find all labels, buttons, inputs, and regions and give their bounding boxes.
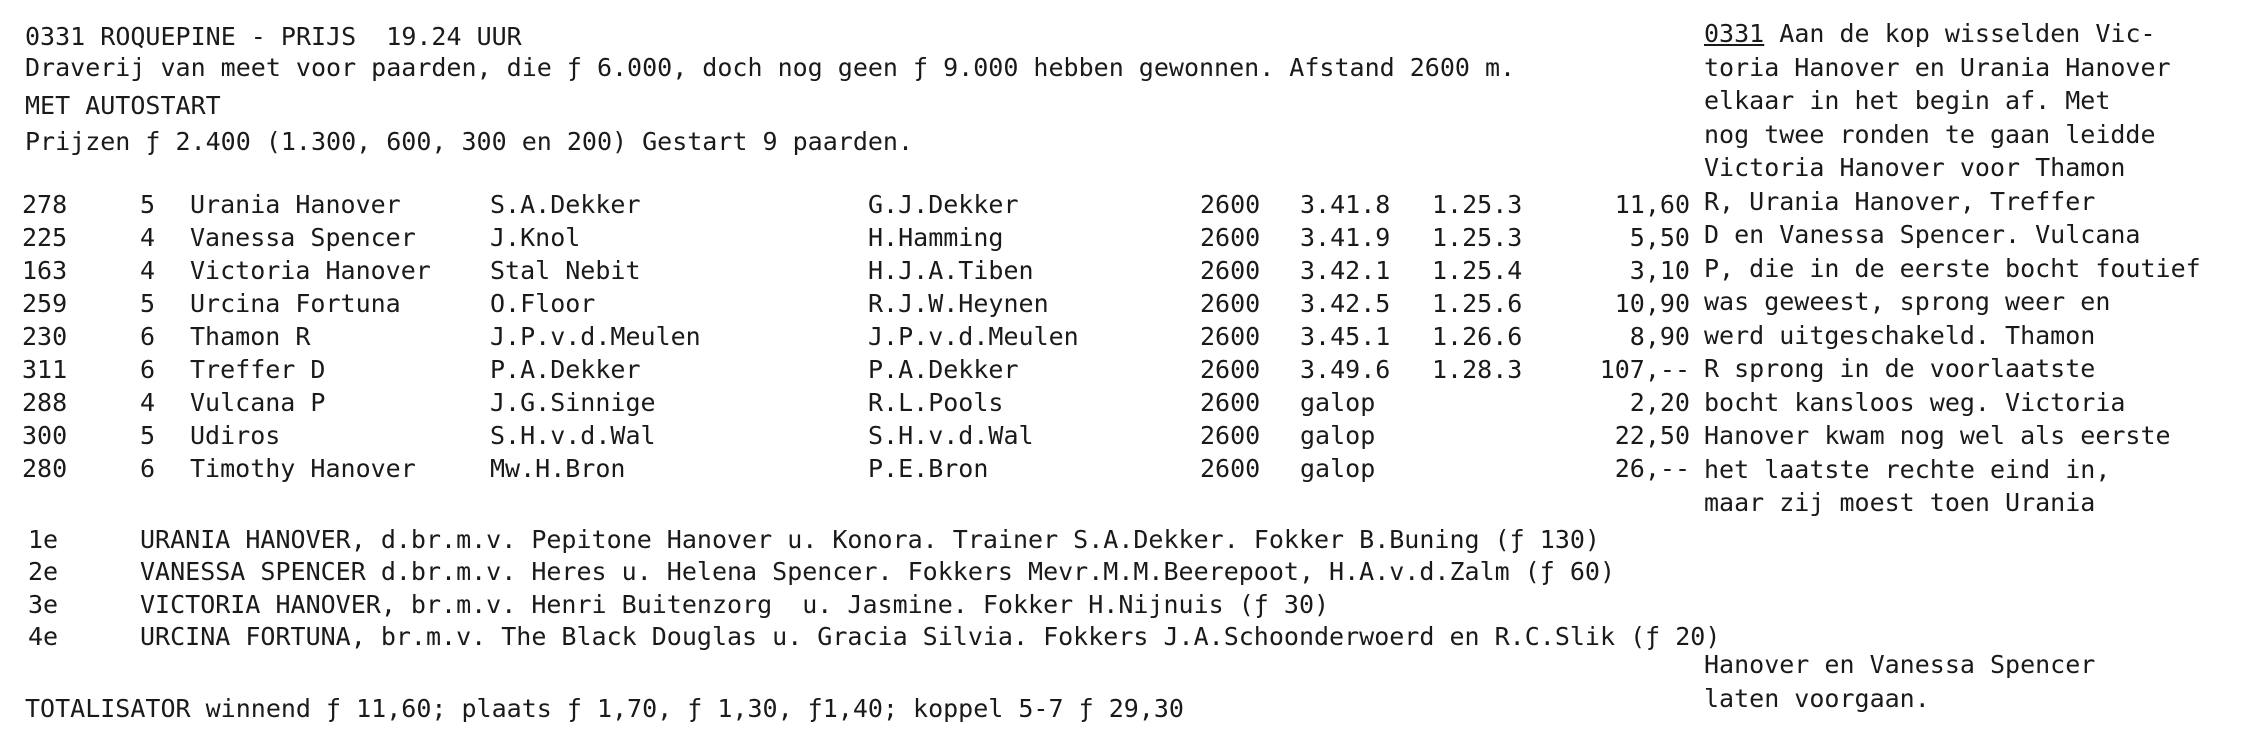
age: 6 [140, 322, 156, 351]
age: 6 [140, 355, 156, 384]
commentary-line: maar zij moest toen Urania [1704, 488, 2096, 517]
odds: 10,90 [1614, 289, 1690, 318]
placing-rank: 1e [28, 525, 59, 554]
finish-time: 3.41.8 [1300, 190, 1391, 219]
start-number: 230 [22, 322, 68, 351]
commentary-line: R sprong in de voorlaatste [1704, 354, 2096, 383]
start-number: 288 [22, 388, 68, 417]
commentary-line: werd uitgeschakeld. Thamon [1704, 320, 2096, 350]
distance: 2600 [1200, 289, 1261, 318]
odds: 26,-- [1614, 454, 1690, 483]
finish-time: 3.42.1 [1300, 256, 1391, 285]
km-time: 1.25.6 [1432, 289, 1523, 318]
trainer: R.L.Pools [868, 388, 1004, 417]
horse-name: Vanessa Spencer [190, 223, 416, 252]
race-time: 19.24 UUR [386, 22, 522, 51]
driver: P.A.Dekker [490, 355, 641, 384]
trainer: S.H.v.d.Wal [868, 421, 1034, 450]
trainer: H.Hamming [868, 223, 1004, 252]
commentary-line: Hanover kwam nog wel als eerste [1704, 421, 2171, 450]
horse-name: Treffer D [190, 355, 326, 384]
table-row [0, 421, 1700, 454]
age: 5 [140, 289, 156, 318]
distance: 2600 [1200, 322, 1261, 351]
commentary-line: D en Vanessa Spencer. Vulcana [1704, 220, 2141, 249]
odds: 3,10 [1629, 256, 1690, 285]
age: 4 [140, 223, 156, 252]
race-conditions: Draverij van meet voor paarden, die ƒ 6.000, doch nog geen ƒ 9.000 hebben gewonnen. Afstand 2600 m. [25, 53, 1516, 82]
placing-rank: 4e [28, 622, 59, 651]
placing-description: VICTORIA HANOVER, br.m.v. Henri Buitenzorg u. Jasmine. Fokker H.Nijnuis (ƒ 30) [140, 590, 1330, 619]
race-prizes: Prijzen ƒ 2.400 (1.300, 600, 300 en 200) Gestart 9 paarden. [25, 127, 914, 156]
km-time: 1.28.3 [1432, 355, 1523, 384]
driver: Stal Nebit [490, 256, 641, 285]
distance: 2600 [1200, 454, 1261, 483]
placing-rank: 3e [28, 590, 59, 619]
start-number: 280 [22, 454, 68, 483]
driver: J.Knol [490, 223, 581, 252]
commentary-line: toria Hanover en Urania Hanover [1704, 52, 2171, 82]
age: 5 [140, 421, 156, 450]
commentary-line: Victoria Hanover voor Thamon [1704, 153, 2126, 182]
commentary-line: laten voorgaan. [1704, 683, 1930, 713]
distance: 2600 [1200, 355, 1261, 384]
placing-description: URCINA FORTUNA, br.m.v. The Black Douglas u. Gracia Silvia. Fokkers J.A.Schoonderwoerd en R.C.Slik (ƒ 20) [140, 622, 1721, 651]
race-start-type: MET AUTOSTART [25, 91, 221, 120]
horse-name: Timothy Hanover [190, 454, 416, 483]
commentary-continuation [1704, 648, 2264, 715]
commentary-line: P, die in de eerste bocht foutief [1704, 253, 2201, 283]
odds: 107,-- [1599, 355, 1690, 384]
race-commentary [1704, 17, 2264, 520]
odds: 2,20 [1629, 388, 1690, 417]
age: 6 [140, 454, 156, 483]
placing-description: VANESSA SPENCER d.br.m.v. Heres u. Helena Spencer. Fokkers Mevr.M.M.Beerepoot, H.A.v.d.Zalm (ƒ 60) [140, 557, 1616, 586]
horse-name: Thamon R [190, 322, 311, 351]
commentary-continuation-lines [1704, 648, 2264, 715]
table-row [0, 190, 1700, 223]
odds: 22,50 [1614, 421, 1690, 450]
start-number: 259 [22, 289, 68, 318]
table-row [0, 454, 1700, 487]
start-number: 300 [22, 421, 68, 450]
age: 4 [140, 256, 156, 285]
horse-name: Victoria Hanover [190, 256, 431, 285]
commentary-line: nog twee ronden te gaan leidde [1704, 119, 2156, 149]
finish-time: galop [1300, 454, 1376, 483]
commentary-first-line [1704, 17, 2264, 51]
placing-description: URANIA HANOVER, d.br.m.v. Pepitone Hanover u. Konora. Trainer S.A.Dekker. Fokker B.Buning (ƒ 130) [140, 525, 1600, 554]
commentary-line: was geweest, sprong weer en [1704, 287, 2111, 316]
commentary-line: het laatste rechte eind in, [1704, 454, 2111, 484]
horse-name: Urania Hanover [190, 190, 401, 219]
driver: J.G.Sinnige [490, 388, 656, 417]
table-row [0, 223, 1700, 256]
driver: O.Floor [490, 289, 596, 318]
commentary-ref: 0331 [1704, 19, 1765, 48]
race-title: ROQUEPINE - PRIJS [100, 22, 357, 51]
driver: S.H.v.d.Wal [490, 421, 656, 450]
odds: 5,50 [1629, 223, 1690, 252]
trainer: H.J.A.Tiben [868, 256, 1034, 285]
placing-rank: 2e [28, 557, 59, 586]
totalisator-line: TOTALISATOR winnend ƒ 11,60; plaats ƒ 1,70, ƒ 1,30, ƒ1,40; koppel 5-7 ƒ 29,30 [25, 694, 1184, 723]
odds: 11,60 [1614, 190, 1690, 219]
table-row [0, 355, 1700, 388]
finish-time: galop [1300, 388, 1376, 417]
commentary-line: R, Urania Hanover, Treffer [1704, 186, 2096, 216]
start-number: 311 [22, 355, 68, 384]
km-time: 1.26.6 [1432, 322, 1523, 351]
table-row [0, 388, 1700, 421]
commentary-line: bocht kansloos weg. Victoria [1704, 387, 2126, 417]
distance: 2600 [1200, 256, 1261, 285]
driver: S.A.Dekker [490, 190, 641, 219]
finish-time: 3.45.1 [1300, 322, 1391, 351]
trainer: R.J.W.Heynen [868, 289, 1049, 318]
commentary-first-line-text: Aan de kop wisselden Vic- [1764, 19, 2156, 48]
km-time: 1.25.3 [1432, 190, 1523, 219]
km-time: 1.25.4 [1432, 256, 1523, 285]
age: 5 [140, 190, 156, 219]
horse-name: Udiros [190, 421, 281, 450]
start-number: 163 [22, 256, 68, 285]
finish-time: 3.49.6 [1300, 355, 1391, 384]
trainer: G.J.Dekker [868, 190, 1019, 219]
finish-time: 3.41.9 [1300, 223, 1391, 252]
driver: J.P.v.d.Meulen [490, 322, 701, 351]
finish-time: 3.42.5 [1300, 289, 1391, 318]
distance: 2600 [1200, 190, 1261, 219]
start-number: 225 [22, 223, 68, 252]
table-row [0, 256, 1700, 289]
race-header [25, 21, 522, 53]
commentary-line: Hanover en Vanessa Spencer [1704, 650, 2096, 679]
distance: 2600 [1200, 421, 1261, 450]
driver: Mw.H.Bron [490, 454, 626, 483]
horse-name: Vulcana P [190, 388, 326, 417]
finish-time: galop [1300, 421, 1376, 450]
distance: 2600 [1200, 223, 1261, 252]
odds: 8,90 [1629, 322, 1690, 351]
trainer: P.A.Dekker [868, 355, 1019, 384]
horse-name: Urcina Fortuna [190, 289, 401, 318]
race-number: 0331 [25, 22, 86, 51]
start-number: 278 [22, 190, 68, 219]
trainer: J.P.v.d.Meulen [868, 322, 1079, 351]
distance: 2600 [1200, 388, 1261, 417]
commentary-line: elkaar in het begin af. Met [1704, 86, 2111, 115]
age: 4 [140, 388, 156, 417]
table-row [0, 289, 1700, 322]
table-row [0, 322, 1700, 355]
commentary-lines [1704, 51, 2264, 520]
trainer: P.E.Bron [868, 454, 989, 483]
km-time: 1.25.3 [1432, 223, 1523, 252]
